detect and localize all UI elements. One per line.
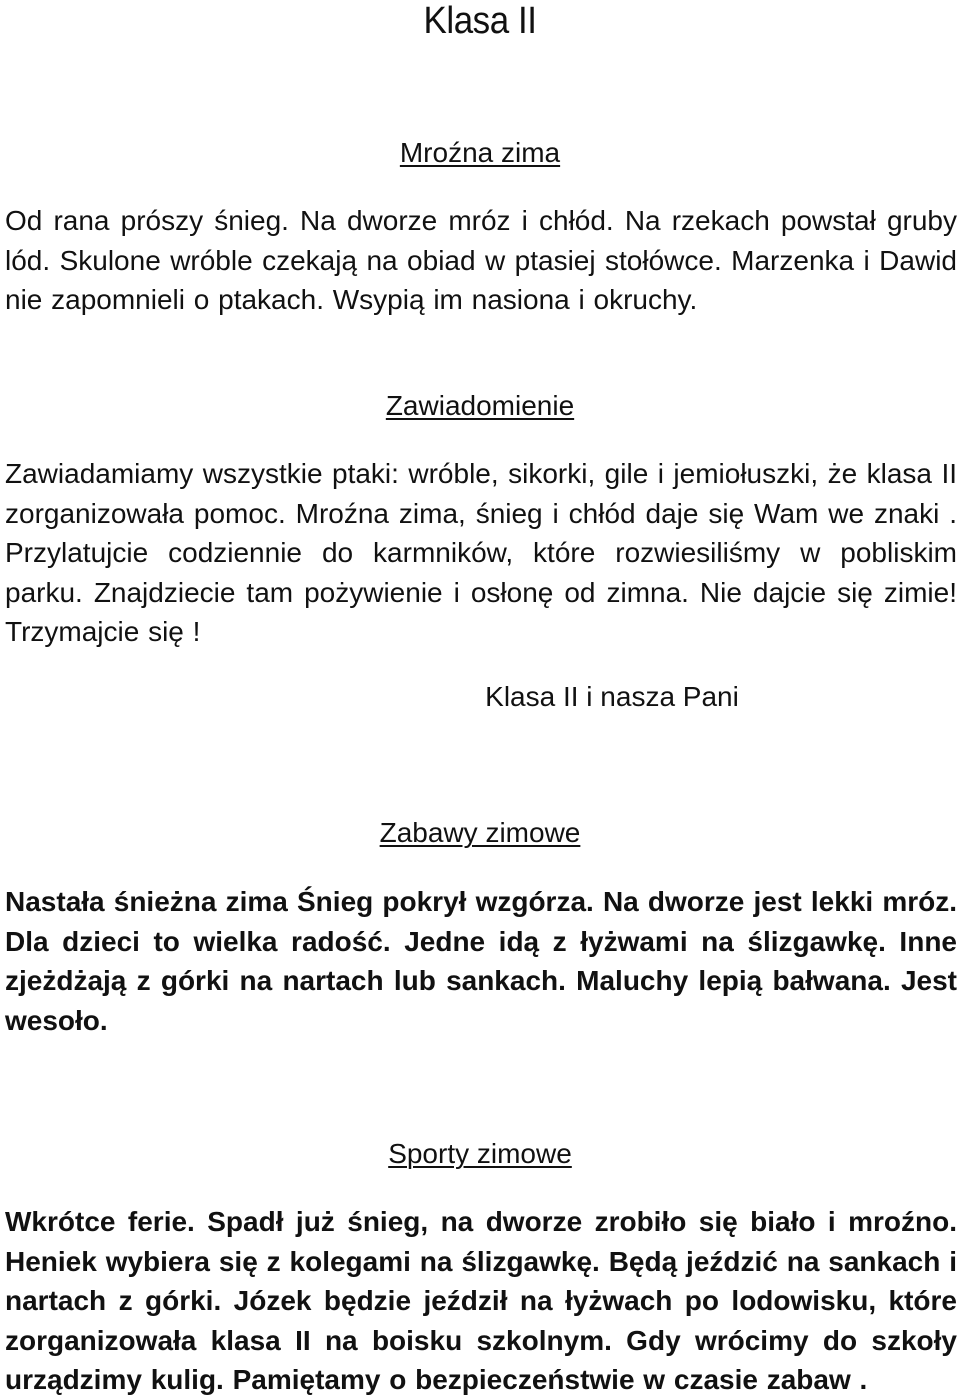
section-text-zawiadomienie: Zawiadamiamy wszystkie ptaki: wróble, sikorki, gile i jemiołuszki, że klasa II zorganizowała pomoc. Mroźna zima, śnieg i chłód daje się Wam we znaki . Przylatujcie codziennie do karmników, które rozwiesiliśmy w pobliskim parku. Znajdziecie tam pożywienie i osłonę od zimna. Nie dajcie się zimie! Trzymajcie się ! — [5, 458, 957, 647]
section-heading-sporty-zimowe: Sporty zimowe — [388, 1138, 572, 1169]
section-heading-zawiadomienie: Zawiadomienie — [385, 390, 575, 421]
section-heading-mrozna-zima: Mroźna zima — [399, 137, 561, 168]
signature: Klasa II i nasza Pani — [485, 681, 739, 712]
page-title: Klasa II — [423, 0, 537, 42]
section-heading-zabawy-zimowe: Zabawy zimowe — [379, 817, 581, 848]
section-text-sporty-zimowe: Wkrótce ferie. Spadł już śnieg, na dworze zrobiło się biało i mroźno. Heniek wybiera się z kolegami na ślizgawkę. Będą jeździć na sankach i nartach z górki. Józek będzie jeździł na łyżwach po lodowisku, które zorganizowała klasa II na boisku szkolnym. Gdy wrócimy do szkoły urządzimy kulig. Pamiętamy o bezpieczeństwie w czasie zabaw . — [5, 1206, 957, 1395]
section-text-zabawy-zimowe: Nastała śnieżna zima Śnieg pokrył wzgórza. Na dworze jest lekki mróz. Dla dzieci to wielka radość. Jedne idą z łyżwami na ślizgawkę. Inne zjeżdżają z górki na nartach lub sankach. Maluchy lepią bałwana. Jest wesoło. — [5, 886, 957, 1036]
section-text-mrozna-zima: Od rana prószy śnieg. Na dworze mróz i chłód. Na rzekach powstał gruby lód. Skulone wróble czekają na obiad w ptasiej stołówce. Marzenka i Dawid nie zapomnieli o ptakach. Wsypią im nasiona i okruchy. — [5, 205, 957, 315]
